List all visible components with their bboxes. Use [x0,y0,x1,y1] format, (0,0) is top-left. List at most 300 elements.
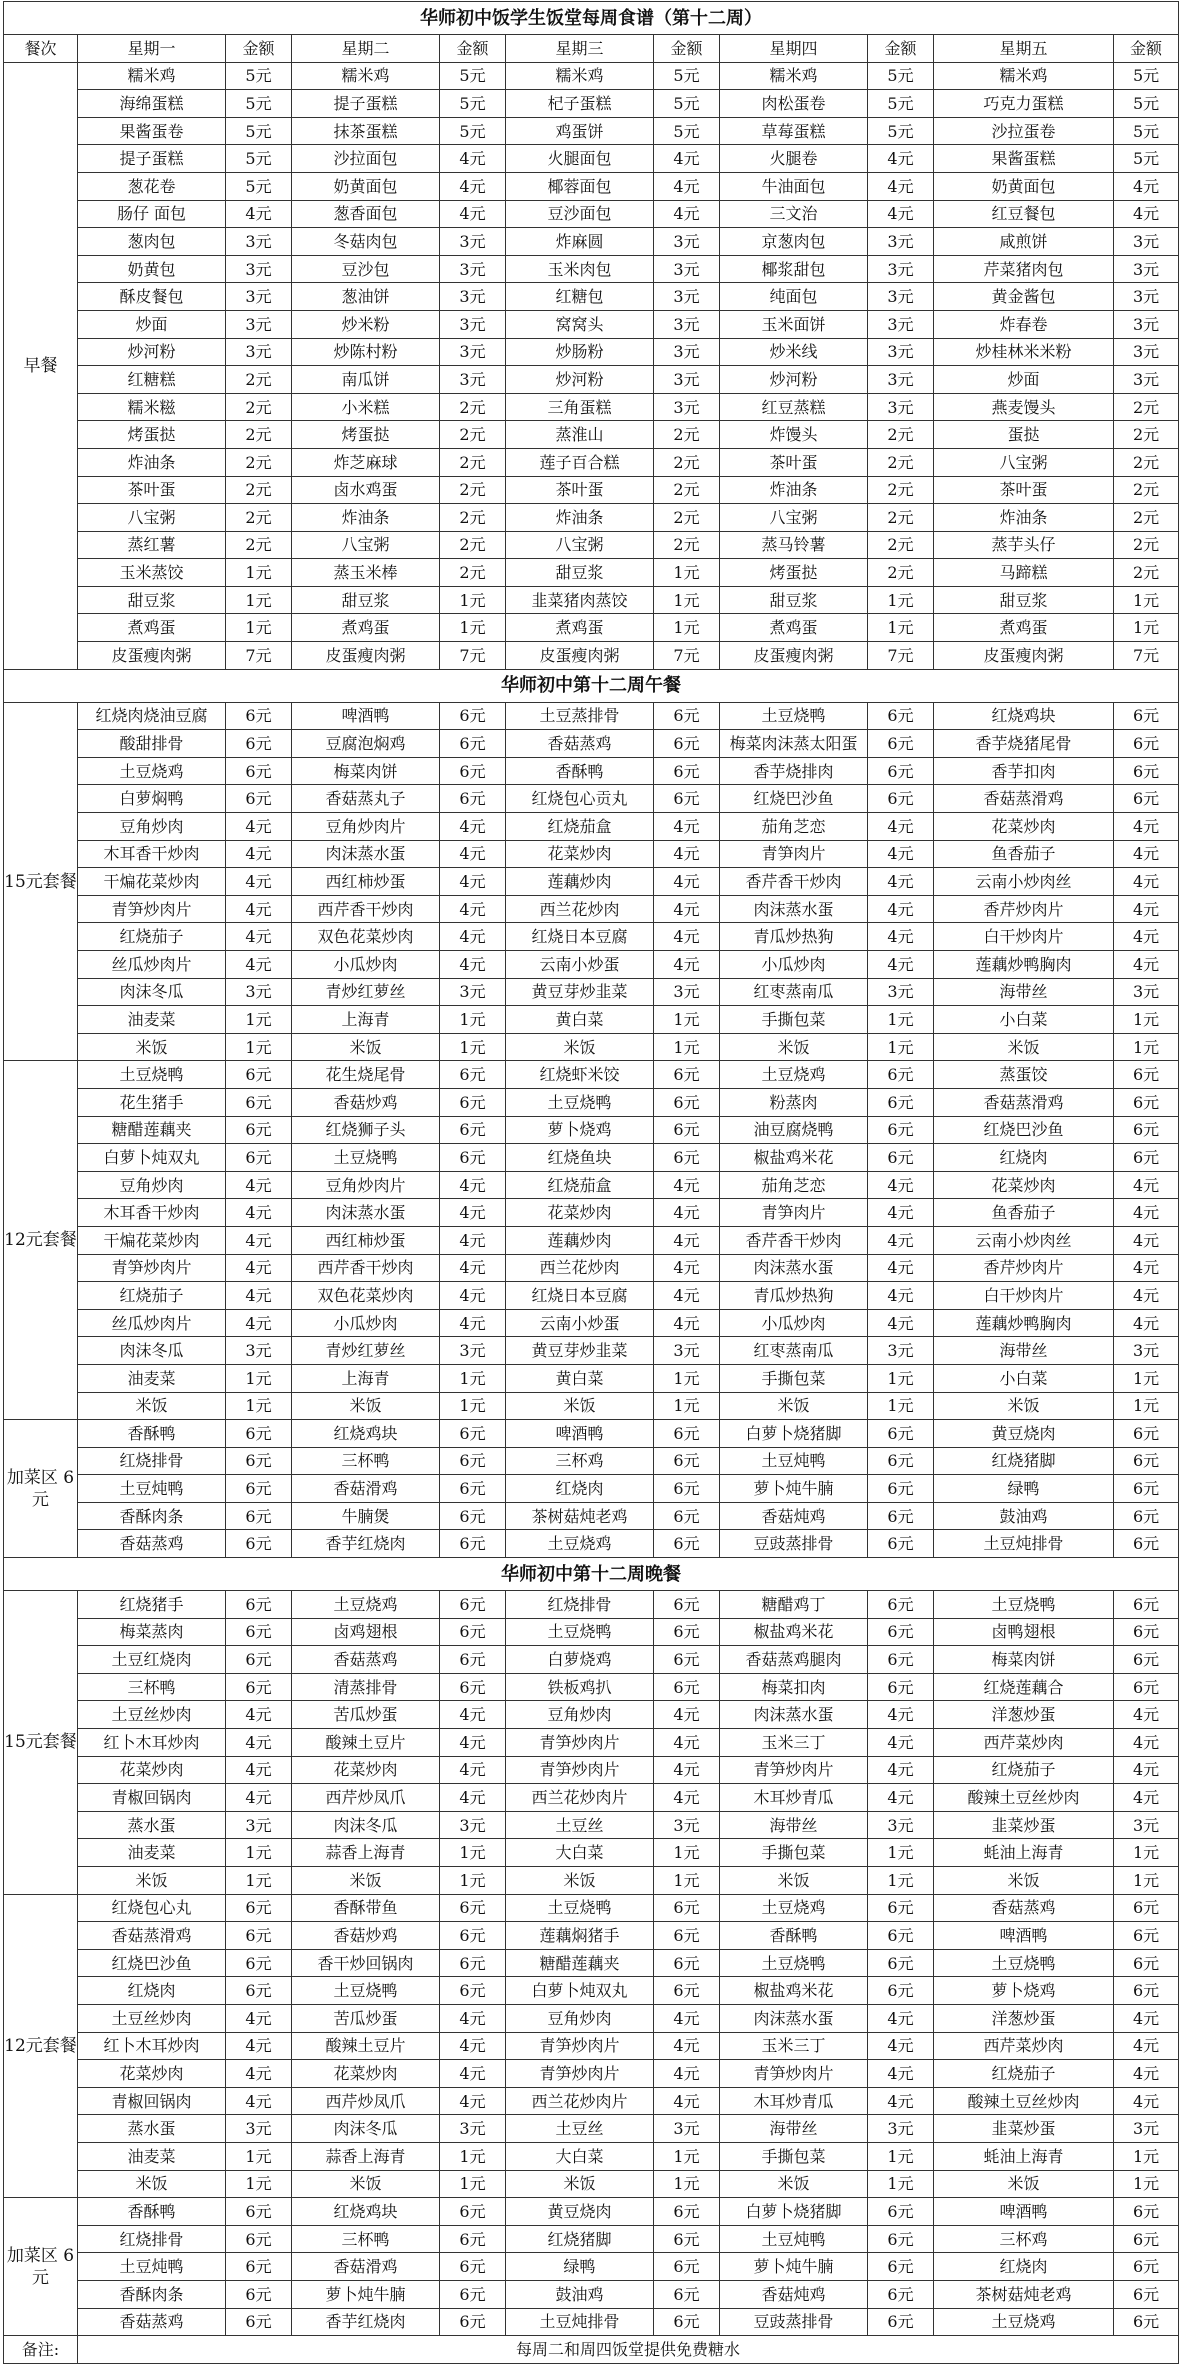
price-cell: 4元 [226,1254,292,1282]
price-cell: 4元 [226,923,292,951]
price-cell: 6元 [1114,1088,1179,1116]
dish-cell: 青笋炒肉片 [506,2032,654,2060]
dish-cell: 莲藕焖猪手 [506,1922,654,1950]
price-cell: 4元 [1114,2004,1179,2032]
price-cell: 4元 [654,1254,720,1282]
price-cell: 6元 [440,1646,506,1674]
dish-cell: 土豆炖排骨 [506,2308,654,2336]
price-cell: 1元 [654,2142,720,2170]
price-cell: 3元 [226,283,292,311]
menu-row [4,1530,1179,1558]
price-cell: 6元 [654,1894,720,1922]
dish-cell: 椒盐鸡米花 [720,1618,868,1646]
dish-cell: 米饭 [78,2170,226,2198]
price-cell: 6元 [226,730,292,758]
dish-cell: 豆角炒肉 [78,1171,226,1199]
price-cell: 3元 [654,1337,720,1365]
dish-cell: 红烧鸡块 [292,2198,440,2226]
price-cell: 6元 [868,1088,934,1116]
dish-cell: 烤蛋挞 [78,421,226,449]
price-cell: 2元 [440,476,506,504]
price-cell: 1元 [226,1392,292,1420]
dish-cell: 西兰花炒肉片 [506,2087,654,2115]
price-cell: 6元 [654,1530,720,1558]
price-cell: 4元 [868,2032,934,2060]
dish-cell: 丝瓜炒肉片 [78,1309,226,1337]
price-cell: 1元 [440,1033,506,1061]
dish-cell: 煮鸡蛋 [720,614,868,642]
dish-cell: 炒河粉 [720,366,868,394]
dish-cell: 白萝卜烧猪脚 [720,2198,868,2226]
price-cell: 4元 [868,840,934,868]
price-cell: 5元 [226,62,292,90]
dish-cell: 煮鸡蛋 [934,614,1114,642]
menu-row [4,1811,1179,1839]
dish-cell: 八宝粥 [292,531,440,559]
price-cell: 4元 [868,813,934,841]
price-cell: 6元 [654,1977,720,2005]
price-cell: 1元 [654,1839,720,1867]
price-cell: 1元 [654,586,720,614]
dish-cell: 香酥肉条 [78,2280,226,2308]
price-cell: 4元 [440,2087,506,2115]
price-cell: 1元 [440,1364,506,1392]
menu-row [4,2060,1179,2088]
dish-cell: 莲藕炒鸭胸肉 [934,951,1114,979]
price-cell: 6元 [226,1061,292,1089]
meal-title: 华师初中第十二周晚餐 [4,1558,1179,1591]
price-cell: 6元 [654,1420,720,1448]
dish-cell: 炸油条 [292,504,440,532]
dish-cell: 甜豆浆 [720,586,868,614]
price-cell: 4元 [226,951,292,979]
dish-cell: 豆角炒肉 [506,1701,654,1729]
dish-cell: 红烧莲藕合 [934,1673,1114,1701]
price-cell: 2元 [440,421,506,449]
menu-row [4,951,1179,979]
dish-cell: 鱼香茄子 [934,1199,1114,1227]
dish-cell: 炸馒头 [720,421,868,449]
dish-cell: 木耳香干炒肉 [78,1199,226,1227]
price-cell: 4元 [1114,1756,1179,1784]
price-cell: 6元 [1114,1922,1179,1950]
menu-row [4,614,1179,642]
menu-row [4,172,1179,200]
price-cell: 2元 [1114,476,1179,504]
dish-cell: 白萝烧鸡 [506,1646,654,1674]
price-cell: 2元 [226,504,292,532]
price-cell: 4元 [440,1784,506,1812]
price-cell: 3元 [440,255,506,283]
dish-cell: 咸煎饼 [934,228,1114,256]
dish-cell: 酸甜排骨 [78,730,226,758]
price-cell: 6元 [868,730,934,758]
price-cell: 4元 [440,951,506,979]
dish-cell: 粉蒸肉 [720,1088,868,1116]
menu-row [4,145,1179,173]
price-cell: 6元 [226,1673,292,1701]
dish-cell: 蒸马铃薯 [720,531,868,559]
dish-cell: 香菇蒸鸡 [506,730,654,758]
dish-cell: 红烧肉 [506,1475,654,1503]
price-cell: 4元 [1114,1199,1179,1227]
dish-cell: 皮蛋瘦肉粥 [720,642,868,670]
dish-cell: 糯米糍 [78,393,226,421]
dish-cell: 土豆烧鸭 [720,1949,868,1977]
dish-cell: 肠仔 面包 [78,200,226,228]
menu-row [4,1673,1179,1701]
price-cell: 4元 [868,923,934,951]
dish-cell: 三杯鸡 [934,2225,1114,2253]
price-cell: 1元 [654,1364,720,1392]
price-cell: 6元 [1114,1502,1179,1530]
price-cell: 4元 [1114,1729,1179,1757]
price-cell: 1元 [868,2142,934,2170]
dish-cell: 香酥带鱼 [292,1894,440,1922]
dish-cell: 油麦菜 [78,2142,226,2170]
dish-cell: 豆角炒肉片 [292,813,440,841]
price-cell: 1元 [440,2170,506,2198]
price-cell: 6元 [1114,1061,1179,1089]
dish-cell: 小瓜炒肉 [720,951,868,979]
menu-row [4,1447,1179,1475]
menu-row [4,586,1179,614]
dish-cell: 梅菜肉饼 [292,757,440,785]
price-cell: 6元 [868,1475,934,1503]
menu-body [4,2,1179,2364]
dish-cell: 糖醋莲藕夹 [78,1116,226,1144]
menu-row [4,1116,1179,1144]
price-cell: 6元 [1114,1144,1179,1172]
menu-row [4,2198,1179,2226]
dish-cell: 椒盐鸡米花 [720,1144,868,1172]
price-cell: 5元 [654,117,720,145]
price-cell: 7元 [440,642,506,670]
dish-cell: 洋葱炒蛋 [934,2004,1114,2032]
dish-cell: 土豆烧鸡 [720,1894,868,1922]
dish-cell: 云南小炒蛋 [506,1309,654,1337]
dish-cell: 冬菇肉包 [292,228,440,256]
menu-row [4,2004,1179,2032]
price-cell: 6元 [868,2253,934,2281]
section-label: 15元套餐 [4,702,78,1061]
menu-row [4,255,1179,283]
dish-cell: 红烧肉 [78,1977,226,2005]
header-cell: 星期五 [934,35,1114,63]
dish-cell: 米饭 [720,1392,868,1420]
dish-cell: 土豆丝 [506,1811,654,1839]
menu-row [4,2087,1179,2115]
price-cell: 6元 [1114,1447,1179,1475]
dish-cell: 青笋炒肉片 [720,1756,868,1784]
price-cell: 5元 [440,62,506,90]
dish-cell: 豆豉蒸排骨 [720,1530,868,1558]
dish-cell: 梅菜肉沫蒸太阳蛋 [720,730,868,758]
dish-cell: 椰蓉面包 [506,172,654,200]
price-cell: 3元 [868,228,934,256]
price-cell: 4元 [1114,1309,1179,1337]
dish-cell: 红烧茄盒 [506,1171,654,1199]
dish-cell: 土豆丝炒肉 [78,2004,226,2032]
price-cell: 6元 [440,2253,506,2281]
dish-cell: 土豆丝 [506,2115,654,2143]
price-cell: 6元 [226,1144,292,1172]
price-cell: 1元 [1114,1867,1179,1895]
price-cell: 6元 [226,1530,292,1558]
menu-row [4,2170,1179,2198]
dish-cell: 木耳炒青瓜 [720,1784,868,1812]
price-cell: 4元 [440,868,506,896]
dish-cell: 茶叶蛋 [720,448,868,476]
price-cell: 3元 [1114,1811,1179,1839]
price-cell: 4元 [868,1701,934,1729]
price-cell: 4元 [868,1254,934,1282]
dish-cell: 梅菜扣肉 [720,1673,868,1701]
price-cell: 5元 [1114,117,1179,145]
dish-cell: 香酥鸭 [78,1420,226,1448]
price-cell: 4元 [868,1199,934,1227]
price-cell: 6元 [1114,1475,1179,1503]
price-cell: 1元 [440,1392,506,1420]
dish-cell: 蒜香上海青 [292,1839,440,1867]
price-cell: 4元 [226,1784,292,1812]
price-cell: 4元 [868,172,934,200]
dish-cell: 红烧肉烧油豆腐 [78,702,226,730]
dish-cell: 小白菜 [934,1006,1114,1034]
price-cell: 1元 [1114,2170,1179,2198]
price-cell: 6元 [226,1922,292,1950]
price-cell: 1元 [868,586,934,614]
price-cell: 6元 [440,1922,506,1950]
dish-cell: 蒜香上海青 [292,2142,440,2170]
price-cell: 4元 [1114,1784,1179,1812]
dish-cell: 土豆烧鸭 [292,1144,440,1172]
dish-cell: 豆角炒肉 [506,2004,654,2032]
price-cell: 4元 [226,2032,292,2060]
price-cell: 4元 [1114,923,1179,951]
dish-cell: 巧克力蛋糕 [934,90,1114,118]
price-cell: 4元 [226,868,292,896]
dish-cell: 香菇蒸鸡 [934,1894,1114,1922]
price-cell: 5元 [1114,62,1179,90]
price-cell: 3元 [440,283,506,311]
price-cell: 4元 [1114,951,1179,979]
price-cell: 1元 [226,1006,292,1034]
menu-row [4,117,1179,145]
price-cell: 2元 [868,421,934,449]
price-cell: 5元 [226,117,292,145]
price-cell: 3元 [440,338,506,366]
price-cell: 3元 [654,978,720,1006]
dish-cell: 西红柿炒蛋 [292,868,440,896]
dish-cell: 花菜炒肉 [292,2060,440,2088]
price-cell: 6元 [654,1922,720,1950]
dish-cell: 白干炒肉片 [934,1282,1114,1310]
dish-cell: 南瓜饼 [292,366,440,394]
dish-cell: 抹茶蛋糕 [292,117,440,145]
dish-cell: 香酥肉条 [78,1502,226,1530]
dish-cell: 炒面 [78,310,226,338]
price-cell: 6元 [226,1447,292,1475]
page-title: 华师初中饭学生饭堂每周食谱（第十二周） [4,2,1179,35]
dish-cell: 海带丝 [720,1811,868,1839]
price-cell: 3元 [868,283,934,311]
price-cell: 6元 [226,1088,292,1116]
price-cell: 4元 [654,1729,720,1757]
dish-cell: 土豆炖鸭 [78,2253,226,2281]
price-cell: 6元 [1114,1116,1179,1144]
meal-title-row [4,1558,1179,1591]
dish-cell: 蚝油上海青 [934,1839,1114,1867]
price-cell: 6元 [226,1591,292,1619]
dish-cell: 青瓜炒热狗 [720,923,868,951]
menu-row [4,642,1179,670]
price-cell: 3元 [440,228,506,256]
dish-cell: 西兰花炒肉片 [506,1784,654,1812]
price-cell: 6元 [226,1475,292,1503]
price-cell: 4元 [1114,813,1179,841]
price-cell: 5元 [654,90,720,118]
price-cell: 6元 [1114,1894,1179,1922]
price-cell: 6元 [440,1591,506,1619]
dish-cell: 玉米蒸饺 [78,559,226,587]
price-cell: 1元 [868,2170,934,2198]
dish-cell: 米饭 [292,1392,440,1420]
menu-row [4,1337,1179,1365]
price-cell: 6元 [1114,757,1179,785]
dish-cell: 草莓蛋糕 [720,117,868,145]
price-cell: 5元 [226,145,292,173]
price-cell: 1元 [1114,1006,1179,1034]
dish-cell: 香芋红烧肉 [292,2308,440,2336]
price-cell: 4元 [654,1226,720,1254]
dish-cell: 芹菜猪肉包 [934,255,1114,283]
price-cell: 3元 [1114,1337,1179,1365]
price-cell: 6元 [1114,1673,1179,1701]
price-cell: 4元 [654,895,720,923]
price-cell: 3元 [654,1811,720,1839]
dish-cell: 香菇滑鸡 [292,2253,440,2281]
dish-cell: 红烧巴沙鱼 [78,1949,226,1977]
dish-cell: 米饭 [720,1867,868,1895]
price-cell: 3元 [1114,978,1179,1006]
dish-cell: 蒸淮山 [506,421,654,449]
dish-cell: 云南小炒肉丝 [934,868,1114,896]
price-cell: 6元 [654,1447,720,1475]
dish-cell: 椒盐鸡米花 [720,1977,868,2005]
dish-cell: 香芋红烧肉 [292,1530,440,1558]
price-cell: 1元 [654,1033,720,1061]
dish-cell: 上海青 [292,1006,440,1034]
dish-cell: 海带丝 [934,978,1114,1006]
price-cell: 6元 [440,730,506,758]
price-cell: 6元 [654,785,720,813]
dish-cell: 果酱蛋糕 [934,145,1114,173]
price-cell: 5元 [1114,145,1179,173]
price-cell: 6元 [440,1618,506,1646]
price-cell: 4元 [868,200,934,228]
menu-row [4,840,1179,868]
price-cell: 1元 [440,1006,506,1034]
dish-cell: 土豆烧鸭 [506,1894,654,1922]
section-label: 12元套餐 [4,1894,78,2198]
price-cell: 6元 [868,1530,934,1558]
price-cell: 4元 [1114,1701,1179,1729]
dish-cell: 手撕包菜 [720,1839,868,1867]
price-cell: 3元 [1114,310,1179,338]
price-cell: 4元 [654,923,720,951]
dish-cell: 清蒸排骨 [292,1673,440,1701]
dish-cell: 烤蛋挞 [292,421,440,449]
dish-cell: 燕麦馒头 [934,393,1114,421]
price-cell: 4元 [654,1171,720,1199]
dish-cell: 红烧包心贡丸 [506,785,654,813]
price-cell: 4元 [654,1701,720,1729]
price-cell: 2元 [868,448,934,476]
price-cell: 3元 [226,978,292,1006]
header-cell: 餐次 [4,35,78,63]
price-cell: 4元 [1114,2087,1179,2115]
price-cell: 3元 [226,228,292,256]
dish-cell: 葱油饼 [292,283,440,311]
dish-cell: 酥皮餐包 [78,283,226,311]
dish-cell: 大白菜 [506,1839,654,1867]
menu-row [4,1061,1179,1089]
price-cell: 6元 [654,2198,720,2226]
price-cell: 2元 [654,448,720,476]
menu-row [4,1756,1179,1784]
dish-cell: 米饭 [78,1033,226,1061]
price-cell: 4元 [226,1729,292,1757]
price-cell: 4元 [440,200,506,228]
price-cell: 6元 [654,1088,720,1116]
dish-cell: 炒肠粉 [506,338,654,366]
dish-cell: 鱼香茄子 [934,840,1114,868]
dish-cell: 米饭 [720,2170,868,2198]
menu-row [4,1646,1179,1674]
menu-row [4,2308,1179,2336]
price-cell: 5元 [226,90,292,118]
price-cell: 4元 [226,1226,292,1254]
dish-cell: 蒸红薯 [78,531,226,559]
menu-row [4,1701,1179,1729]
price-cell: 6元 [654,2253,720,2281]
dish-cell: 啤酒鸭 [292,702,440,730]
dish-cell: 青笋炒肉片 [506,1756,654,1784]
price-cell: 4元 [868,1282,934,1310]
price-cell: 1元 [868,1006,934,1034]
dish-cell: 米饭 [506,1033,654,1061]
dish-cell: 八宝粥 [78,504,226,532]
price-cell: 1元 [1114,1839,1179,1867]
dish-cell: 八宝粥 [720,504,868,532]
dish-cell: 椰浆甜包 [720,255,868,283]
price-cell: 6元 [654,1618,720,1646]
menu-row [4,1144,1179,1172]
price-cell: 3元 [1114,338,1179,366]
price-cell: 3元 [868,310,934,338]
dish-cell: 花菜炒肉 [292,1756,440,1784]
menu-row [4,2225,1179,2253]
price-cell: 6元 [654,1646,720,1674]
price-cell: 4元 [226,813,292,841]
dish-cell: 小米糕 [292,393,440,421]
price-cell: 6元 [654,1116,720,1144]
dish-cell: 青笋肉片 [720,840,868,868]
menu-row [4,283,1179,311]
dish-cell: 果酱蛋卷 [78,117,226,145]
dish-cell: 肉沫蒸水蛋 [720,1701,868,1729]
